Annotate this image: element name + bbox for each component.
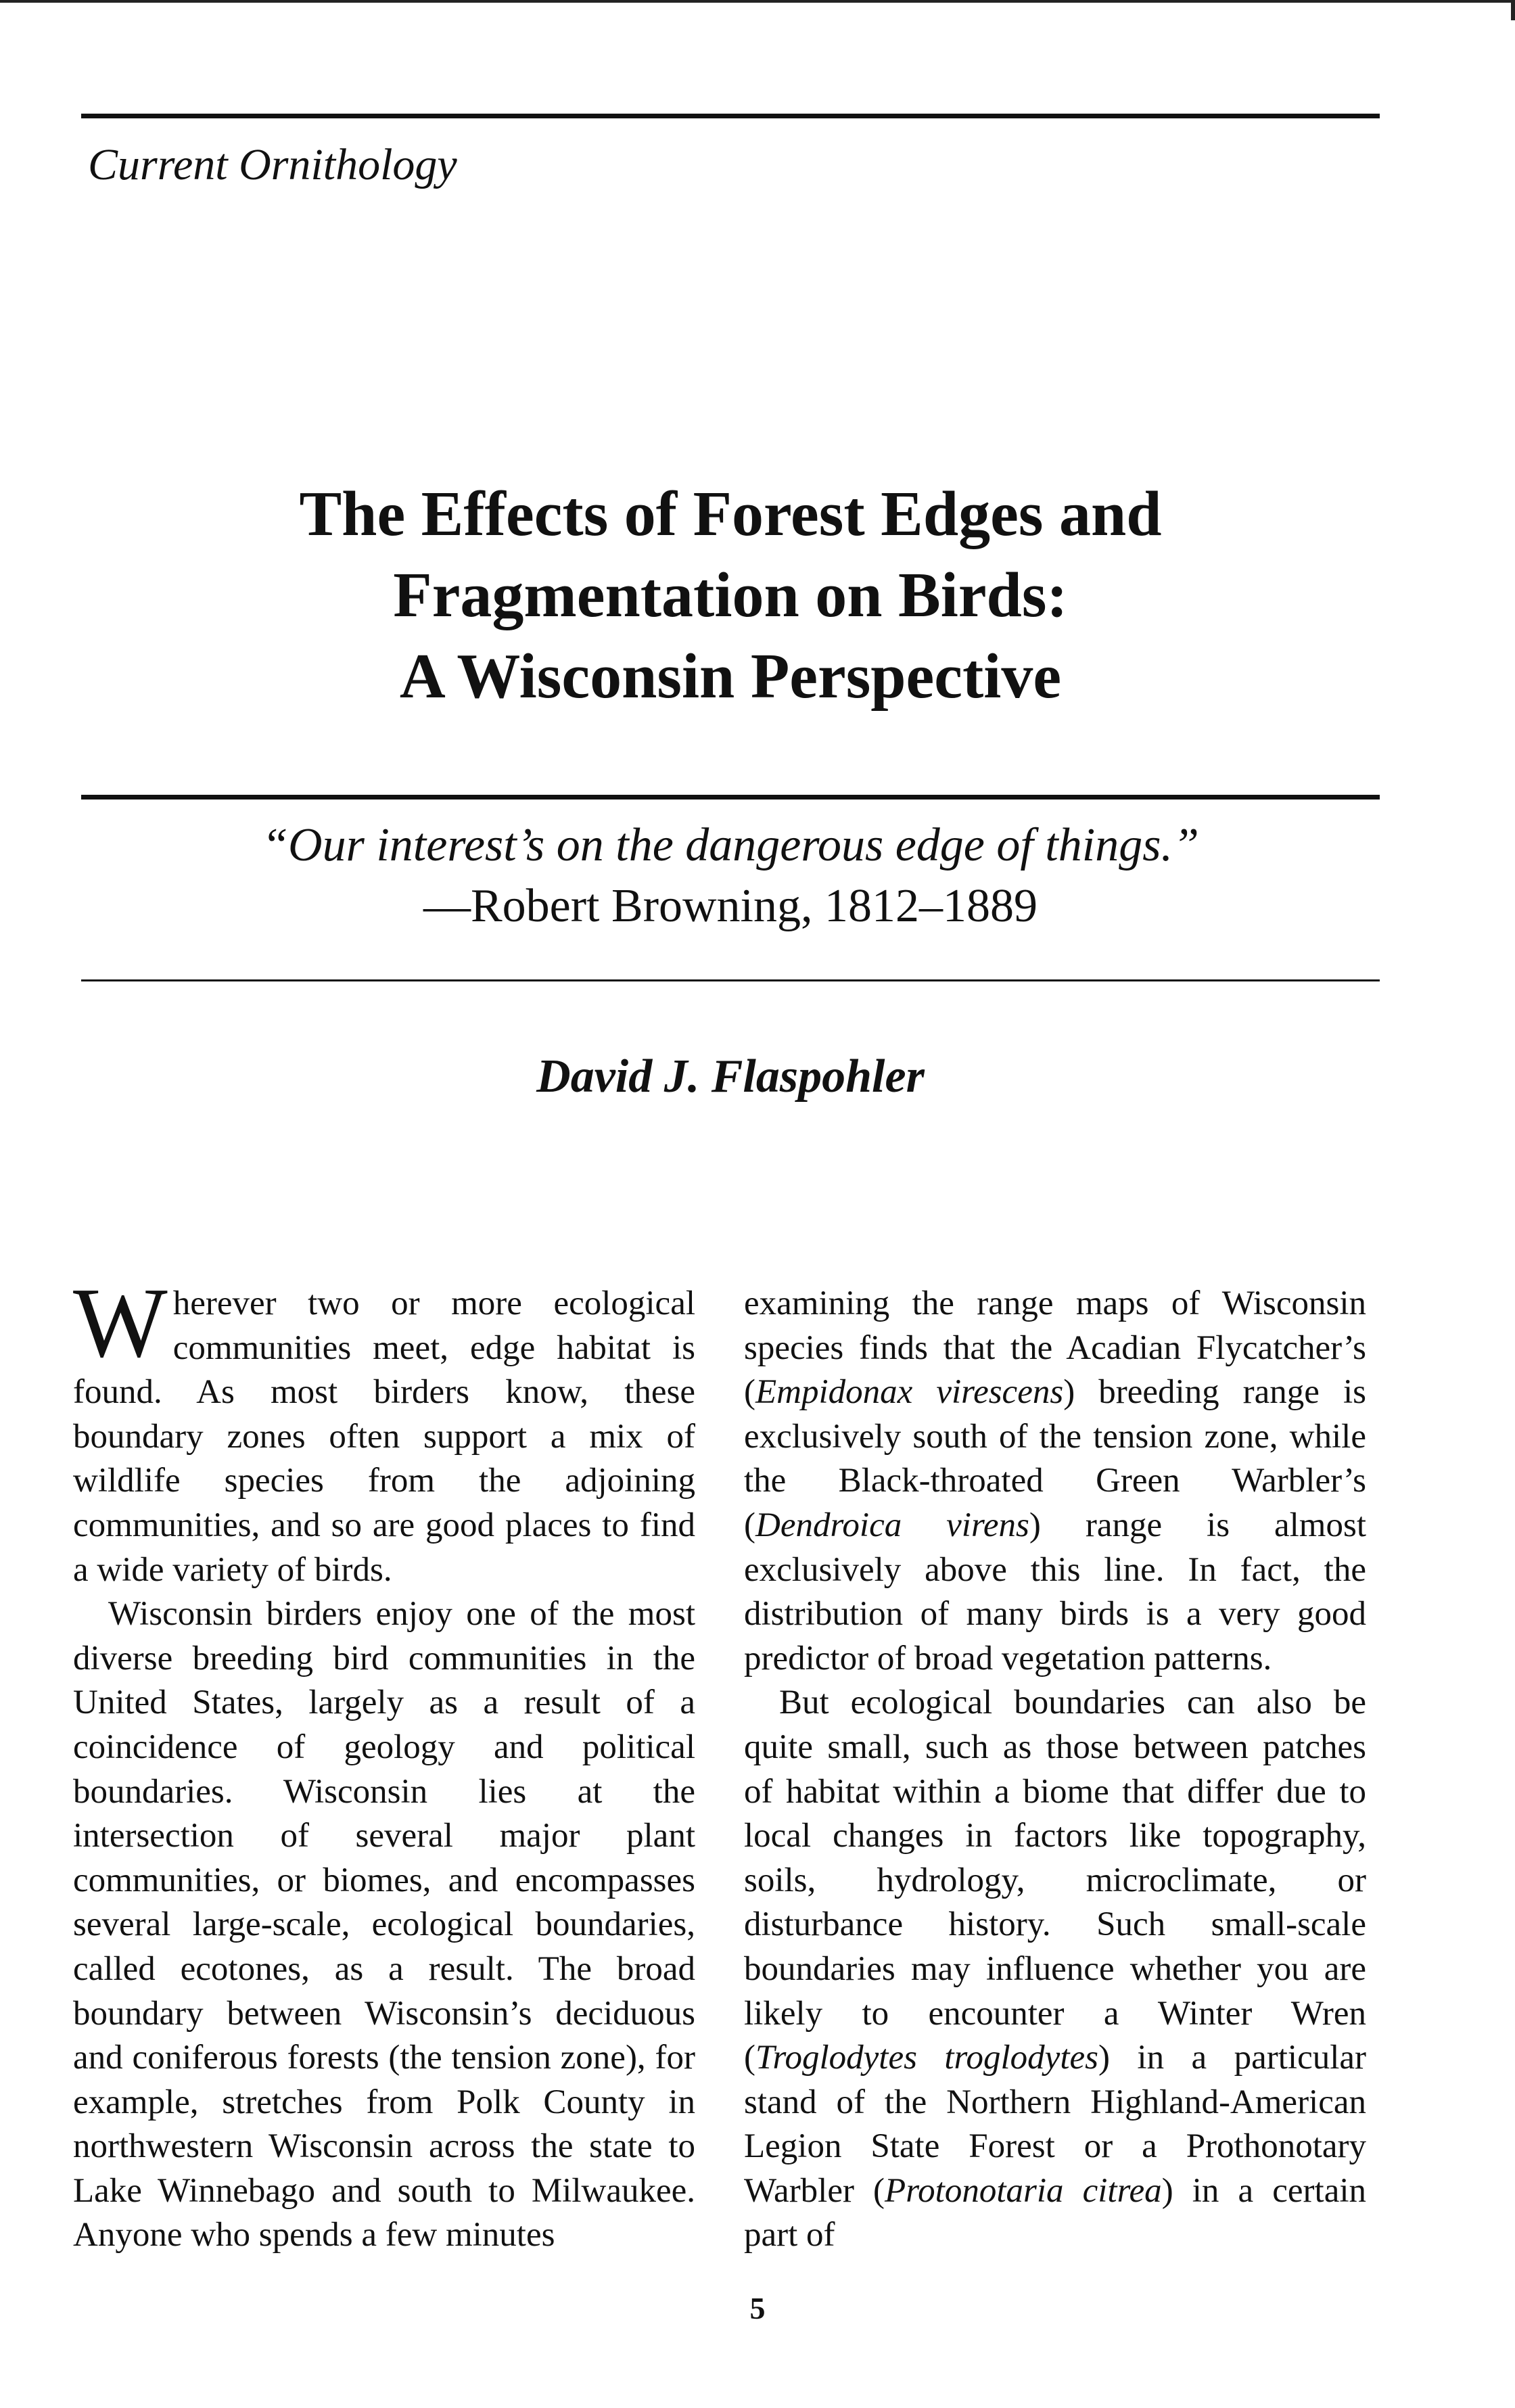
epigraph-top-rule bbox=[81, 795, 1380, 800]
body-column-right bbox=[744, 1282, 1366, 2258]
species-name-black-throated-green-warbler: Dendroica virens bbox=[755, 1506, 1029, 1544]
paragraph-3-text-2: ) breeding range is exclusively south of the tension zone, while the Black-throated Green Warbler’s ( bbox=[744, 1373, 1366, 1544]
paragraph-3-text-3: ) range is almost exclusively above this line. In fact, the distribution of many birds is a very good predictor of broad vegetation patterns. bbox=[744, 1506, 1366, 1677]
title-line-2: Fragmentation on Birds: bbox=[393, 560, 1068, 630]
species-name-acadian-flycatcher: Empidonax virescens bbox=[755, 1373, 1064, 1412]
epigraph-attribution: —Robert Browning, 1812–1889 bbox=[423, 880, 1038, 932]
body-column-left bbox=[73, 1268, 695, 2258]
epigraph bbox=[81, 815, 1380, 937]
species-name-winter-wren: Troglodytes troglodytes bbox=[755, 2039, 1098, 2077]
paragraph-4 bbox=[744, 1681, 1366, 2258]
drop-cap: W bbox=[73, 1268, 168, 1379]
header-rule bbox=[81, 114, 1380, 118]
title-line-3: A Wisconsin Perspective bbox=[399, 641, 1062, 712]
paragraph-4-text-3: ) in a certain part of bbox=[744, 2171, 1366, 2254]
paragraph-2: Wisconsin birders enjoy one of the most diverse breeding bird communities in the United States, largely as a result of a coincidence of geology and political boundaries. Wisconsin lies at the intersection of several major plant communities, or biomes, and encompasses several large-scale, ecological boundaries, called ecotones, as a result. The broad boundary between Wisconsin’s deciduous and coniferous forests (the tension zone), for example, stretches from Polk County in northwestern Wisconsin across the state to Lake Winnebago and south to Milwaukee. Anyone who spends a few minutes bbox=[73, 1595, 695, 2254]
paragraph-4-text-1: But ecological boundaries can also be quite small, such as those between patches of habitat within a biome that differ due to local changes in factors like topography, soils, hydrology, microclimate, or disturbance history. Such small-scale boundaries may influence whether you are likely to encounter a Winter Wren ( bbox=[744, 1684, 1366, 2077]
paragraph-1 bbox=[73, 1268, 695, 1592]
article-title bbox=[81, 473, 1380, 717]
epigraph-bottom-rule bbox=[81, 979, 1380, 981]
section-label: Current Ornithology bbox=[88, 140, 457, 189]
page-number: 5 bbox=[749, 2291, 766, 2325]
page-corner-mark bbox=[1511, 0, 1515, 20]
title-line-1: The Effects of Forest Edges and bbox=[299, 479, 1162, 549]
author-byline: David J. Flaspohler bbox=[536, 1050, 925, 1103]
paragraph-1-text: herever two or more ecological communities meet, edge habitat is found. As most birders know, these boundary zones often support a mix of wildlife species from the adjoining communities, and so are good places to find a wide variety of birds. bbox=[73, 1284, 695, 1589]
paragraph-3 bbox=[744, 1282, 1366, 1681]
paragraph-4-text-2: ) in a particular stand of the Northern Highland-American Legion State Forest or a Prothonotary Warbler ( bbox=[744, 2039, 1366, 2210]
page-top-edge bbox=[0, 0, 1515, 3]
epigraph-quote: “Our interest’s on the dangerous edge of things.” bbox=[262, 819, 1199, 871]
paragraph-3-text-1: examining the range maps of Wisconsin species finds that the Acadian Flycatcher’s ( bbox=[744, 1284, 1366, 1412]
species-name-prothonotary-warbler: Protonotaria citrea bbox=[885, 2171, 1162, 2210]
